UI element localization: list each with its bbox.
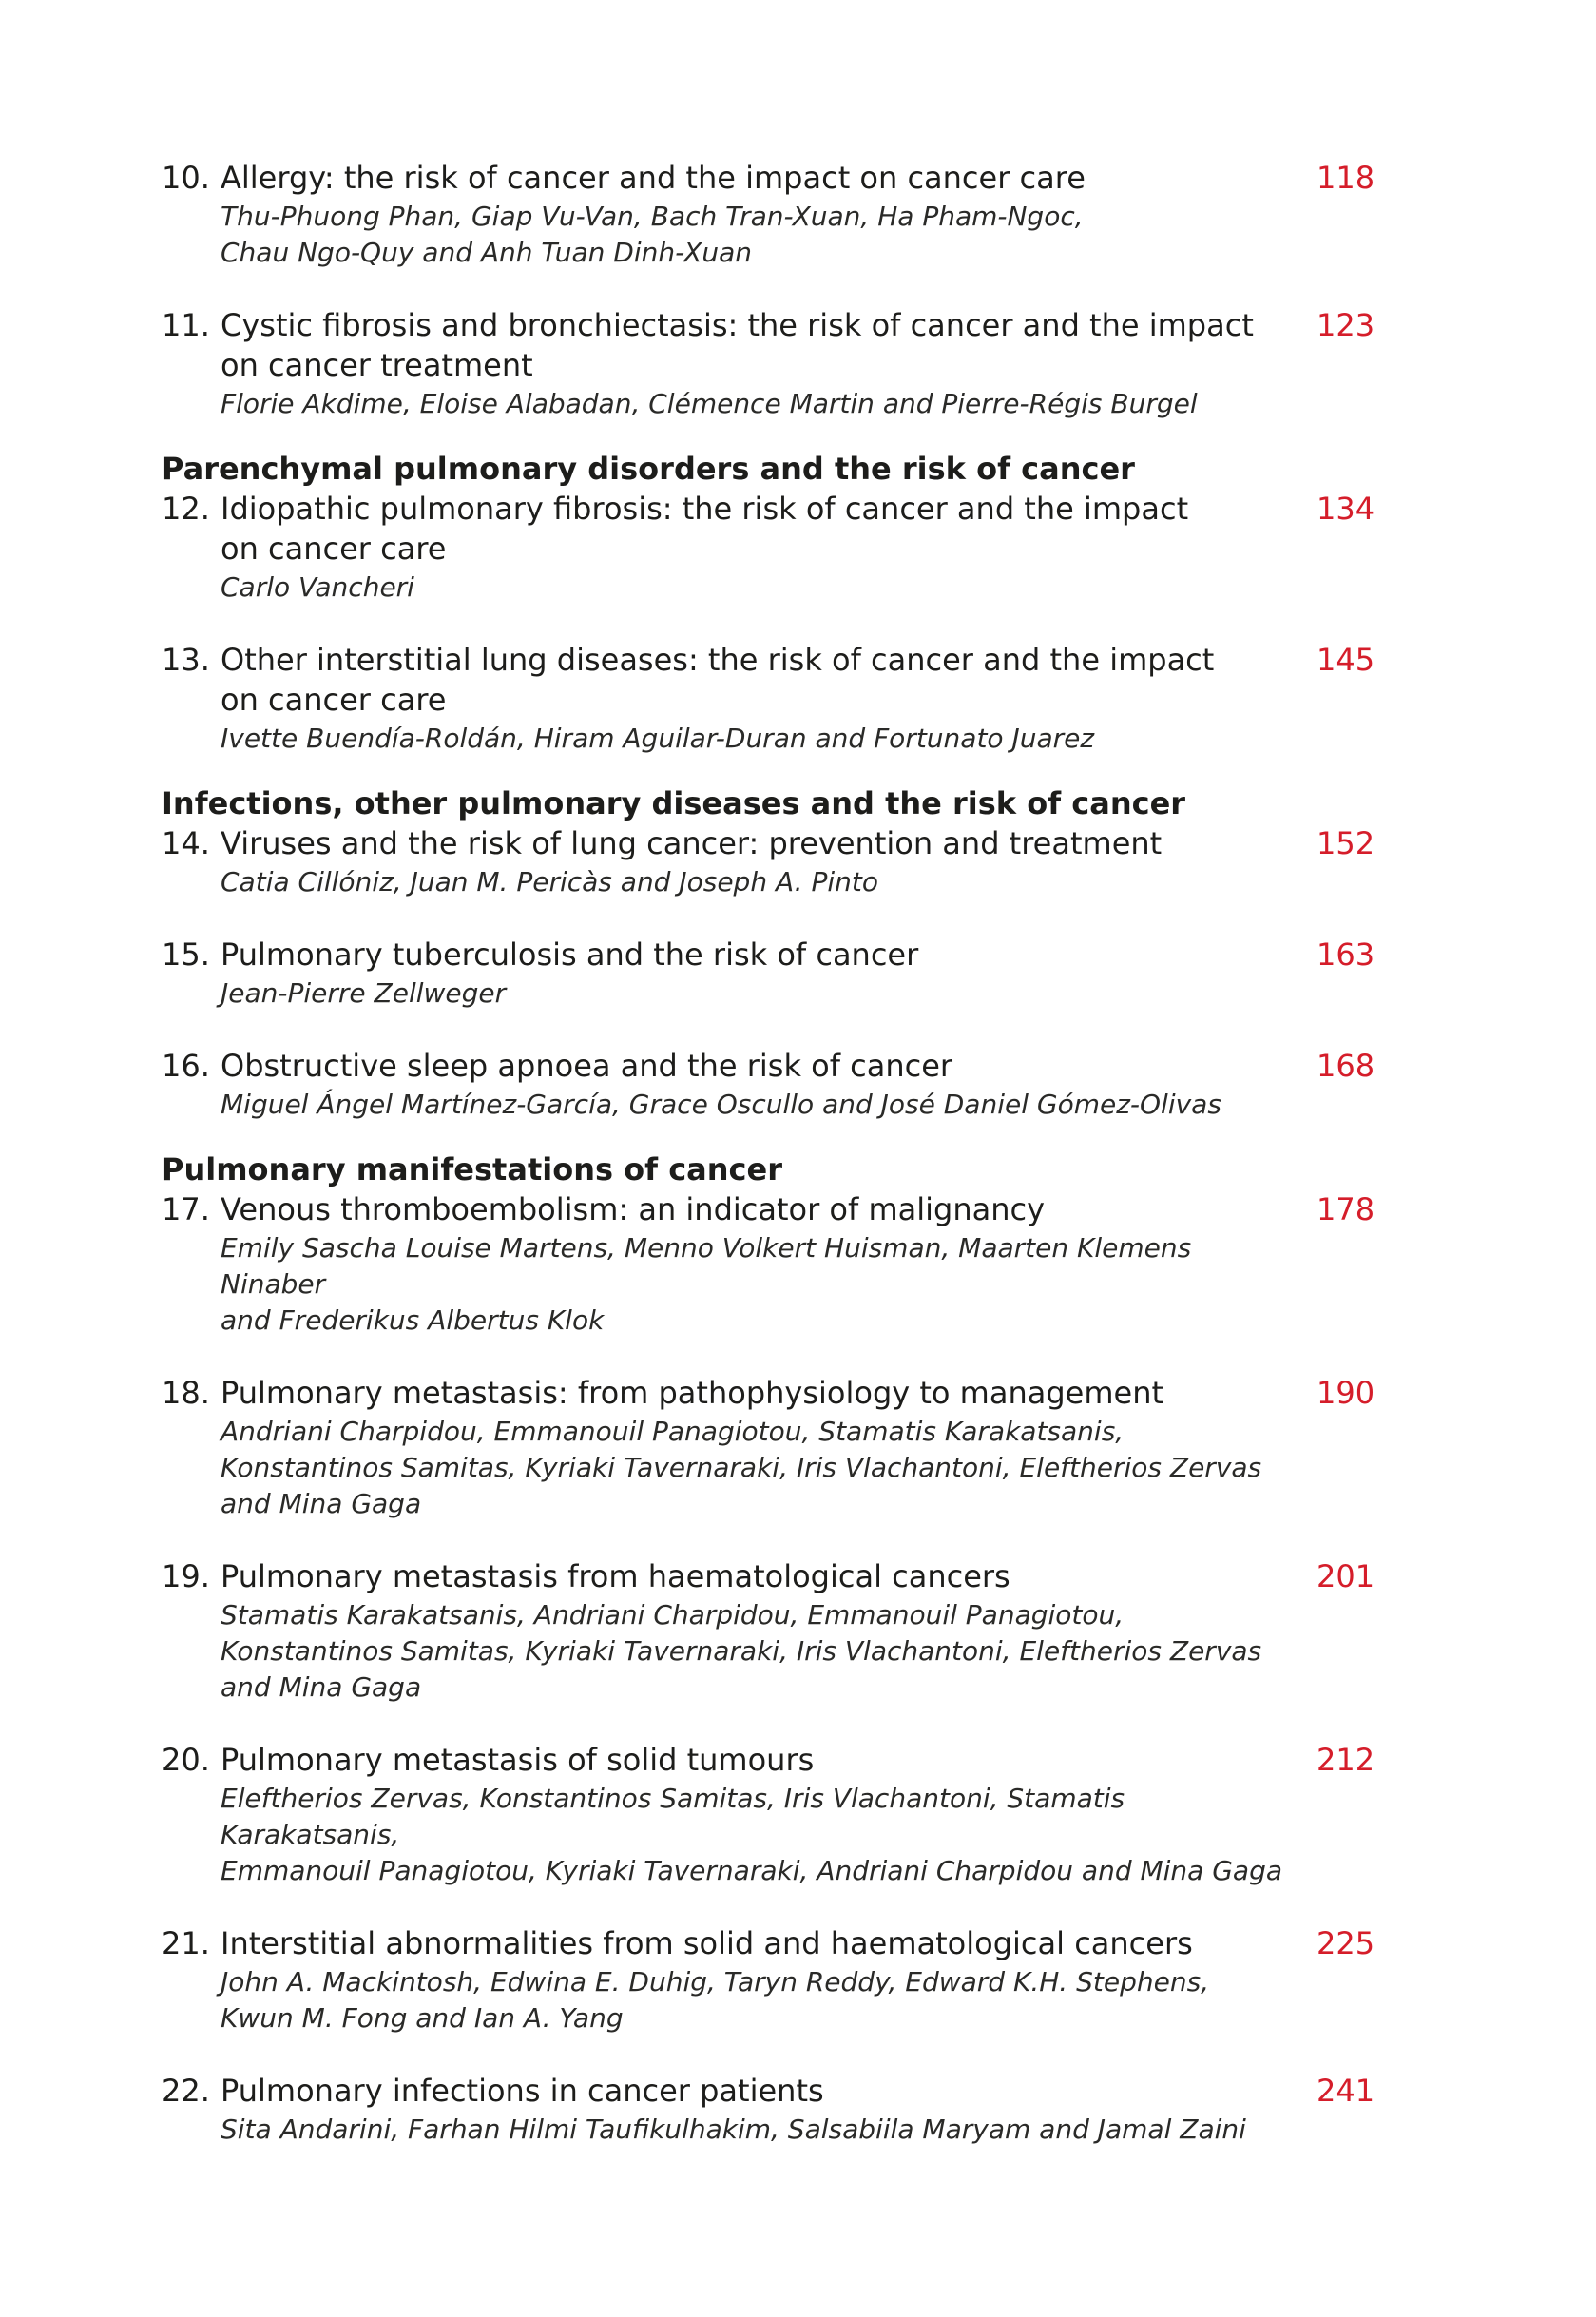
entry-title-line: Pulmonary infections in cancer patients — [221, 2073, 824, 2109]
entry-page-number[interactable]: 168 — [1317, 1048, 1375, 1084]
entry-number: 20. — [162, 1742, 210, 1778]
toc-entry[interactable] — [162, 1923, 1426, 2037]
entry-author-line: and Frederikus Albertus Klok — [221, 1304, 605, 1336]
entry-author-line: and Mina Gaga — [221, 1671, 422, 1703]
entry-author-line: Eleftherios Zervas, Konstantinos Samitas, Iris Vlachantoni, Stamatis Karakatsanis, — [221, 1783, 1125, 1850]
entry-body — [221, 489, 1304, 606]
entry-authors — [221, 1597, 1304, 1706]
section-heading: Infections, other pulmonary diseases and the risk of cancer — [162, 785, 1186, 821]
entry-author-line: John A. Mackintosh, Edwina E. Duhig, Taryn Reddy, Edward K.H. Stephens, — [221, 1966, 1210, 1998]
section-heading: Parenchymal pulmonary disorders and the risk of cancer — [162, 451, 1135, 487]
entry-page-number[interactable]: 145 — [1317, 642, 1375, 678]
entry-title-line: Cystic fibrosis and bronchiectasis: the risk of cancer and the impact — [221, 307, 1254, 343]
entry-authors — [221, 1781, 1304, 1889]
entry-authors — [221, 199, 1304, 271]
entry-body — [221, 1373, 1304, 1522]
entry-title-line: Other interstitial lung diseases: the risk of cancer and the impact — [221, 642, 1215, 678]
entry-page-number[interactable]: 225 — [1317, 1925, 1375, 1961]
entry-page-number[interactable]: 212 — [1317, 1742, 1375, 1778]
entry-number: 13. — [162, 642, 210, 678]
entry-authors — [221, 975, 1304, 1012]
entry-number: 12. — [162, 491, 210, 527]
entry-title-line: on cancer treatment — [221, 347, 533, 383]
toc-entry[interactable] — [162, 158, 1426, 271]
entry-title-line: Viruses and the risk of lung cancer: prevention and treatment — [221, 825, 1163, 861]
entry-authors — [221, 386, 1304, 422]
entry-authors — [221, 1087, 1304, 1123]
entry-number: 19. — [162, 1558, 210, 1594]
entry-page-number[interactable]: 163 — [1317, 936, 1375, 973]
entry-title-line: on cancer care — [221, 531, 447, 567]
entry-body — [221, 935, 1304, 1012]
section-heading: Pulmonary manifestations of cancer — [162, 1151, 782, 1187]
entry-authors — [221, 721, 1304, 757]
entry-number: 18. — [162, 1375, 210, 1411]
toc-entry[interactable] — [162, 1189, 1426, 1339]
entry-number: 21. — [162, 1925, 210, 1961]
toc-entry[interactable] — [162, 1046, 1426, 1123]
entry-body — [221, 1740, 1304, 1889]
entry-body — [221, 1556, 1304, 1706]
entry-author-line: Chau Ngo-Quy and Anh Tuan Dinh-Xuan — [221, 237, 753, 268]
entry-page-number[interactable]: 118 — [1317, 160, 1375, 196]
toc-entry[interactable] — [162, 1740, 1426, 1889]
entry-page-number[interactable]: 241 — [1317, 2073, 1375, 2109]
entry-body — [221, 305, 1304, 422]
entry-author-line: Thu-Phuong Phan, Giap Vu-Van, Bach Tran-Xuan, Ha Pham-Ngoc, — [221, 201, 1084, 232]
entry-author-line: Konstantinos Samitas, Kyriaki Tavernaraki, Iris Vlachantoni, Eleftherios Zervas — [221, 1452, 1262, 1483]
entry-number: 17. — [162, 1191, 210, 1227]
entry-title-line: Idiopathic pulmonary fibrosis: the risk of cancer and the impact — [221, 491, 1189, 527]
entry-page-number[interactable]: 152 — [1317, 825, 1375, 861]
entry-body — [221, 1189, 1304, 1339]
entry-authors — [221, 1230, 1304, 1339]
entry-author-line: Andriani Charpidou, Emmanouil Panagiotou, Stamatis Karakatsanis, — [221, 1416, 1125, 1447]
entry-number: 16. — [162, 1048, 210, 1084]
table-of-contents — [162, 158, 1426, 2148]
toc-entry[interactable] — [162, 1373, 1426, 1522]
entry-author-line: Jean-Pierre Zellweger — [221, 977, 507, 1009]
entry-author-line: Carlo Vancheri — [221, 571, 414, 603]
entry-authors — [221, 1414, 1304, 1522]
entry-page-number[interactable]: 178 — [1317, 1191, 1375, 1227]
entry-page-number[interactable]: 123 — [1317, 307, 1375, 343]
entry-authors — [221, 1964, 1304, 2037]
toc-entry[interactable] — [162, 823, 1426, 900]
entry-body — [221, 158, 1304, 271]
entry-number: 10. — [162, 160, 210, 196]
toc-entry[interactable] — [162, 935, 1426, 1012]
entry-title-line: Venous thromboembolism: an indicator of malignancy — [221, 1191, 1046, 1227]
toc-entry[interactable] — [162, 640, 1426, 757]
entry-title-line: Pulmonary metastasis: from pathophysiology to management — [221, 1375, 1164, 1411]
entry-title-line: Pulmonary tuberculosis and the risk of cancer — [221, 936, 919, 973]
entry-body — [221, 2071, 1304, 2148]
entry-authors — [221, 2112, 1304, 2148]
entry-body — [221, 1046, 1304, 1123]
entry-body — [221, 640, 1304, 757]
entry-body — [221, 1923, 1304, 2037]
entry-author-line: Konstantinos Samitas, Kyriaki Tavernaraki, Iris Vlachantoni, Eleftherios Zervas — [221, 1635, 1262, 1667]
entry-author-line: Stamatis Karakatsanis, Andriani Charpidou, Emmanouil Panagiotou, — [221, 1599, 1125, 1631]
entry-author-line: Emily Sascha Louise Martens, Menno Volkert Huisman, Maarten Klemens Ninaber — [221, 1232, 1192, 1300]
entry-title-line: Obstructive sleep apnoea and the risk of cancer — [221, 1048, 953, 1084]
entry-author-line: Emmanouil Panagiotou, Kyriaki Tavernaraki, Andriani Charpidou and Mina Gaga — [221, 1855, 1283, 1886]
entry-number: 22. — [162, 2073, 210, 2109]
entry-title-line: Pulmonary metastasis of solid tumours — [221, 1742, 815, 1778]
entry-page-number[interactable]: 201 — [1317, 1558, 1375, 1594]
entry-authors — [221, 864, 1304, 900]
entry-title-line: Interstitial abnormalities from solid and haematological cancers — [221, 1925, 1193, 1961]
entry-page-number[interactable]: 134 — [1317, 491, 1375, 527]
toc-entry[interactable] — [162, 305, 1426, 422]
entry-author-line: Ivette Buendía-Roldán, Hiram Aguilar-Duran and Fortunato Juarez — [221, 723, 1095, 754]
entry-title-line: Pulmonary metastasis from haematological cancers — [221, 1558, 1010, 1594]
entry-body — [221, 823, 1304, 900]
toc-entry[interactable] — [162, 489, 1426, 606]
entry-author-line: Catia Cillóniz, Juan M. Pericàs and Joseph A. Pinto — [221, 866, 878, 898]
entry-number: 14. — [162, 825, 210, 861]
toc-entry[interactable] — [162, 2071, 1426, 2148]
toc-entry[interactable] — [162, 1556, 1426, 1706]
entry-number: 15. — [162, 936, 210, 973]
entry-author-line: and Mina Gaga — [221, 1488, 422, 1519]
entry-author-line: Florie Akdime, Eloise Alabadan, Clémence Martin and Pierre-Régis Burgel — [221, 388, 1198, 419]
entry-page-number[interactable]: 190 — [1317, 1375, 1375, 1411]
entry-author-line: Sita Andarini, Farhan Hilmi Taufikulhakim, Salsabiila Maryam and Jamal Zaini — [221, 2114, 1246, 2145]
entry-authors — [221, 570, 1304, 606]
entry-author-line: Kwun M. Fong and Ian A. Yang — [221, 2002, 624, 2034]
entry-title-line: on cancer care — [221, 682, 447, 718]
entry-title-line: Allergy: the risk of cancer and the impact on cancer care — [221, 160, 1086, 196]
entry-author-line: Miguel Ángel Martínez-García, Grace Oscullo and José Daniel Gómez-Olivas — [221, 1089, 1221, 1120]
entry-number: 11. — [162, 307, 210, 343]
